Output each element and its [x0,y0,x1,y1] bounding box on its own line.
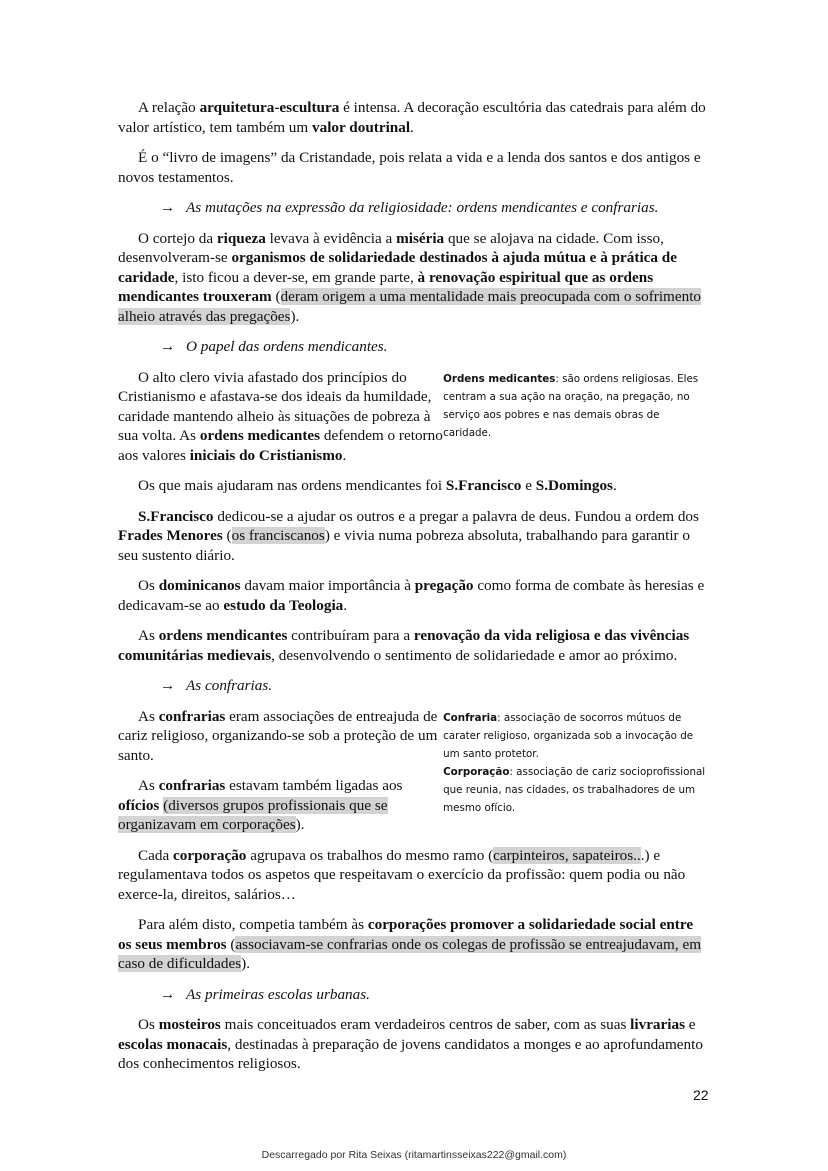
highlighted-text: deram origem a uma mentalidade mais preocupada com o sofrimento alheio através das pregações [118,288,702,325]
bold-term: arquitetura-escultura [199,99,340,116]
two-column-ordens [118,368,710,466]
paragraph-alto-clero: O alto clero vivia afastado dos princípios do Cristianismo e afastava-se dos ideais da humildade, caridade mantendo alheio às situações de pobreza à sua volta. As ordens medicantes defendem o retorno aos valores iniciais do Cristianismo. [118,368,443,464]
section-heading-mutacoes: → As mutações na expressão da religiosidade: ordens mendicantes e confrarias. [160,199,659,216]
paragraph-s-francisco: S.Francisco dedicou-se a ajudar os outros e a pregar a palavra de deus. Fundou a ordem dos Frades Menores (os franciscanos) e vivia numa pobreza absoluta, trabalhando para garantir o seu sustento diário. [118,507,699,564]
section-heading-confrarias: → As confrarias. [160,677,273,694]
arrow-right-icon: → [160,985,176,1003]
paragraph-confrarias-oficios: As confrarias estavam também ligadas aos ofícios (diversos grupos profissionais que se organizavam em corporações). [118,777,403,833]
main-column [118,368,443,466]
glossary-confraria: Confraria: associação de socorros mútuos de carater religioso, organizada sob a invocação de um santo protetor. [443,711,694,760]
glossary-note-confraria-corporacao [443,709,710,835]
highlighted-text: (diversos grupos profissionais que se organizavam em corporações [118,796,388,833]
paragraph-dominicanos: Os dominicanos davam maior importância à pregação como forma de combate às heresias e dedicavam-se ao estudo da Teologia. [118,577,705,614]
glossary-corporacao: Corporação: associação de cariz socioprofissional que reunia, nas cidades, os trabalhadores de um mesmo ofício. [443,765,706,814]
highlighted-text: os franciscanos [231,527,325,544]
download-footer: Descarregado por Rita Seixas (ritamartinsseixas222@gmail.com) [261,1149,567,1161]
highlighted-text: associavam-se confrarias onde os colegas de profissão se entreajudavam, em caso de dificuldades [118,935,702,972]
paragraph-mosteiros: Os mosteiros mais conceituados eram verdadeiros centros de saber, com as suas livrarias e escolas monacais, destinadas à preparação de jovens candidatos a monges e ao aprofundamento dos conhecimentos religiosos. [118,1016,703,1072]
bold-term: valor doutrinal [312,118,411,136]
two-column-confrarias [118,707,710,835]
glossary-note-ordens: Ordens medicantes: são ordens religiosas. Eles centram a sua ação na oração, na pregação, no serviço aos pobres e nas demais obras de caridade. [443,372,699,439]
arrow-right-icon: → [160,677,176,694]
paragraph-corporacao: Cada corporação agrupava os trabalhos do mesmo ramo (carpinteiros, sapateiros...) e regulamentava todos os aspetos que respeitavam o exercício da profissão: quem podia ou não exerce-la, direitos, salários… [118,846,686,903]
arrow-right-icon: → [160,199,176,216]
main-column [118,707,443,835]
section-heading-escolas: → As primeiras escolas urbanas. [160,985,370,1003]
page-number: 22 [693,1087,709,1103]
paragraph-cortejo: O cortejo da riqueza levava à evidência a miséria que se alojava na cidade. Com isso, desenvolveram-se organismos de solidariedade destinados à ajuda mútua e à prática de caridade, isto ficou a dever-se, em grande parte, à renovação espiritual que as ordens mendicantes trouxeram (deram origem a uma mentalidade mais preocupada com o sofrimento alheio através das pregações). [118,229,702,325]
paragraph-solidariedade: Para além disto, competia também às corporações promover a solidariedade social entre os seus membros (associavam-se confrarias onde os colegas de profissão se entreajudavam, em caso de dificuldades). [118,916,702,972]
page-content [118,98,710,1085]
highlighted-text: carpinteiros, sapateiros.. [493,846,641,864]
paragraph-arquitetura: A relação arquitetura-escultura é intensa. A decoração escultória das catedrais para além do valor artístico, tem também um valor doutrinal. [118,99,706,136]
paragraph-contribuicao: As ordens mendicantes contribuíram para a renovação da vida religiosa e das vivências comunitárias medievais, desenvolvendo o sentimento de solidariedade e amor ao próximo. [118,627,690,664]
paragraph-livro-de-imagens: É o “livro de imagens” da Cristandade, pois relata a vida e a lenda dos santos e dos antigos e novos testamentos. [118,149,701,186]
paragraph-francisco-domingos: Os que mais ajudaram nas ordens mendicantes foi S.Francisco e S.Domingos. [138,477,617,494]
section-heading-papel: → O papel das ordens mendicantes. [160,338,388,355]
paragraph-confrarias-def: As confrarias eram associações de entreajuda de cariz religioso, organizando-se sob a proteção de um santo. [118,707,438,764]
arrow-right-icon: → [160,338,176,355]
